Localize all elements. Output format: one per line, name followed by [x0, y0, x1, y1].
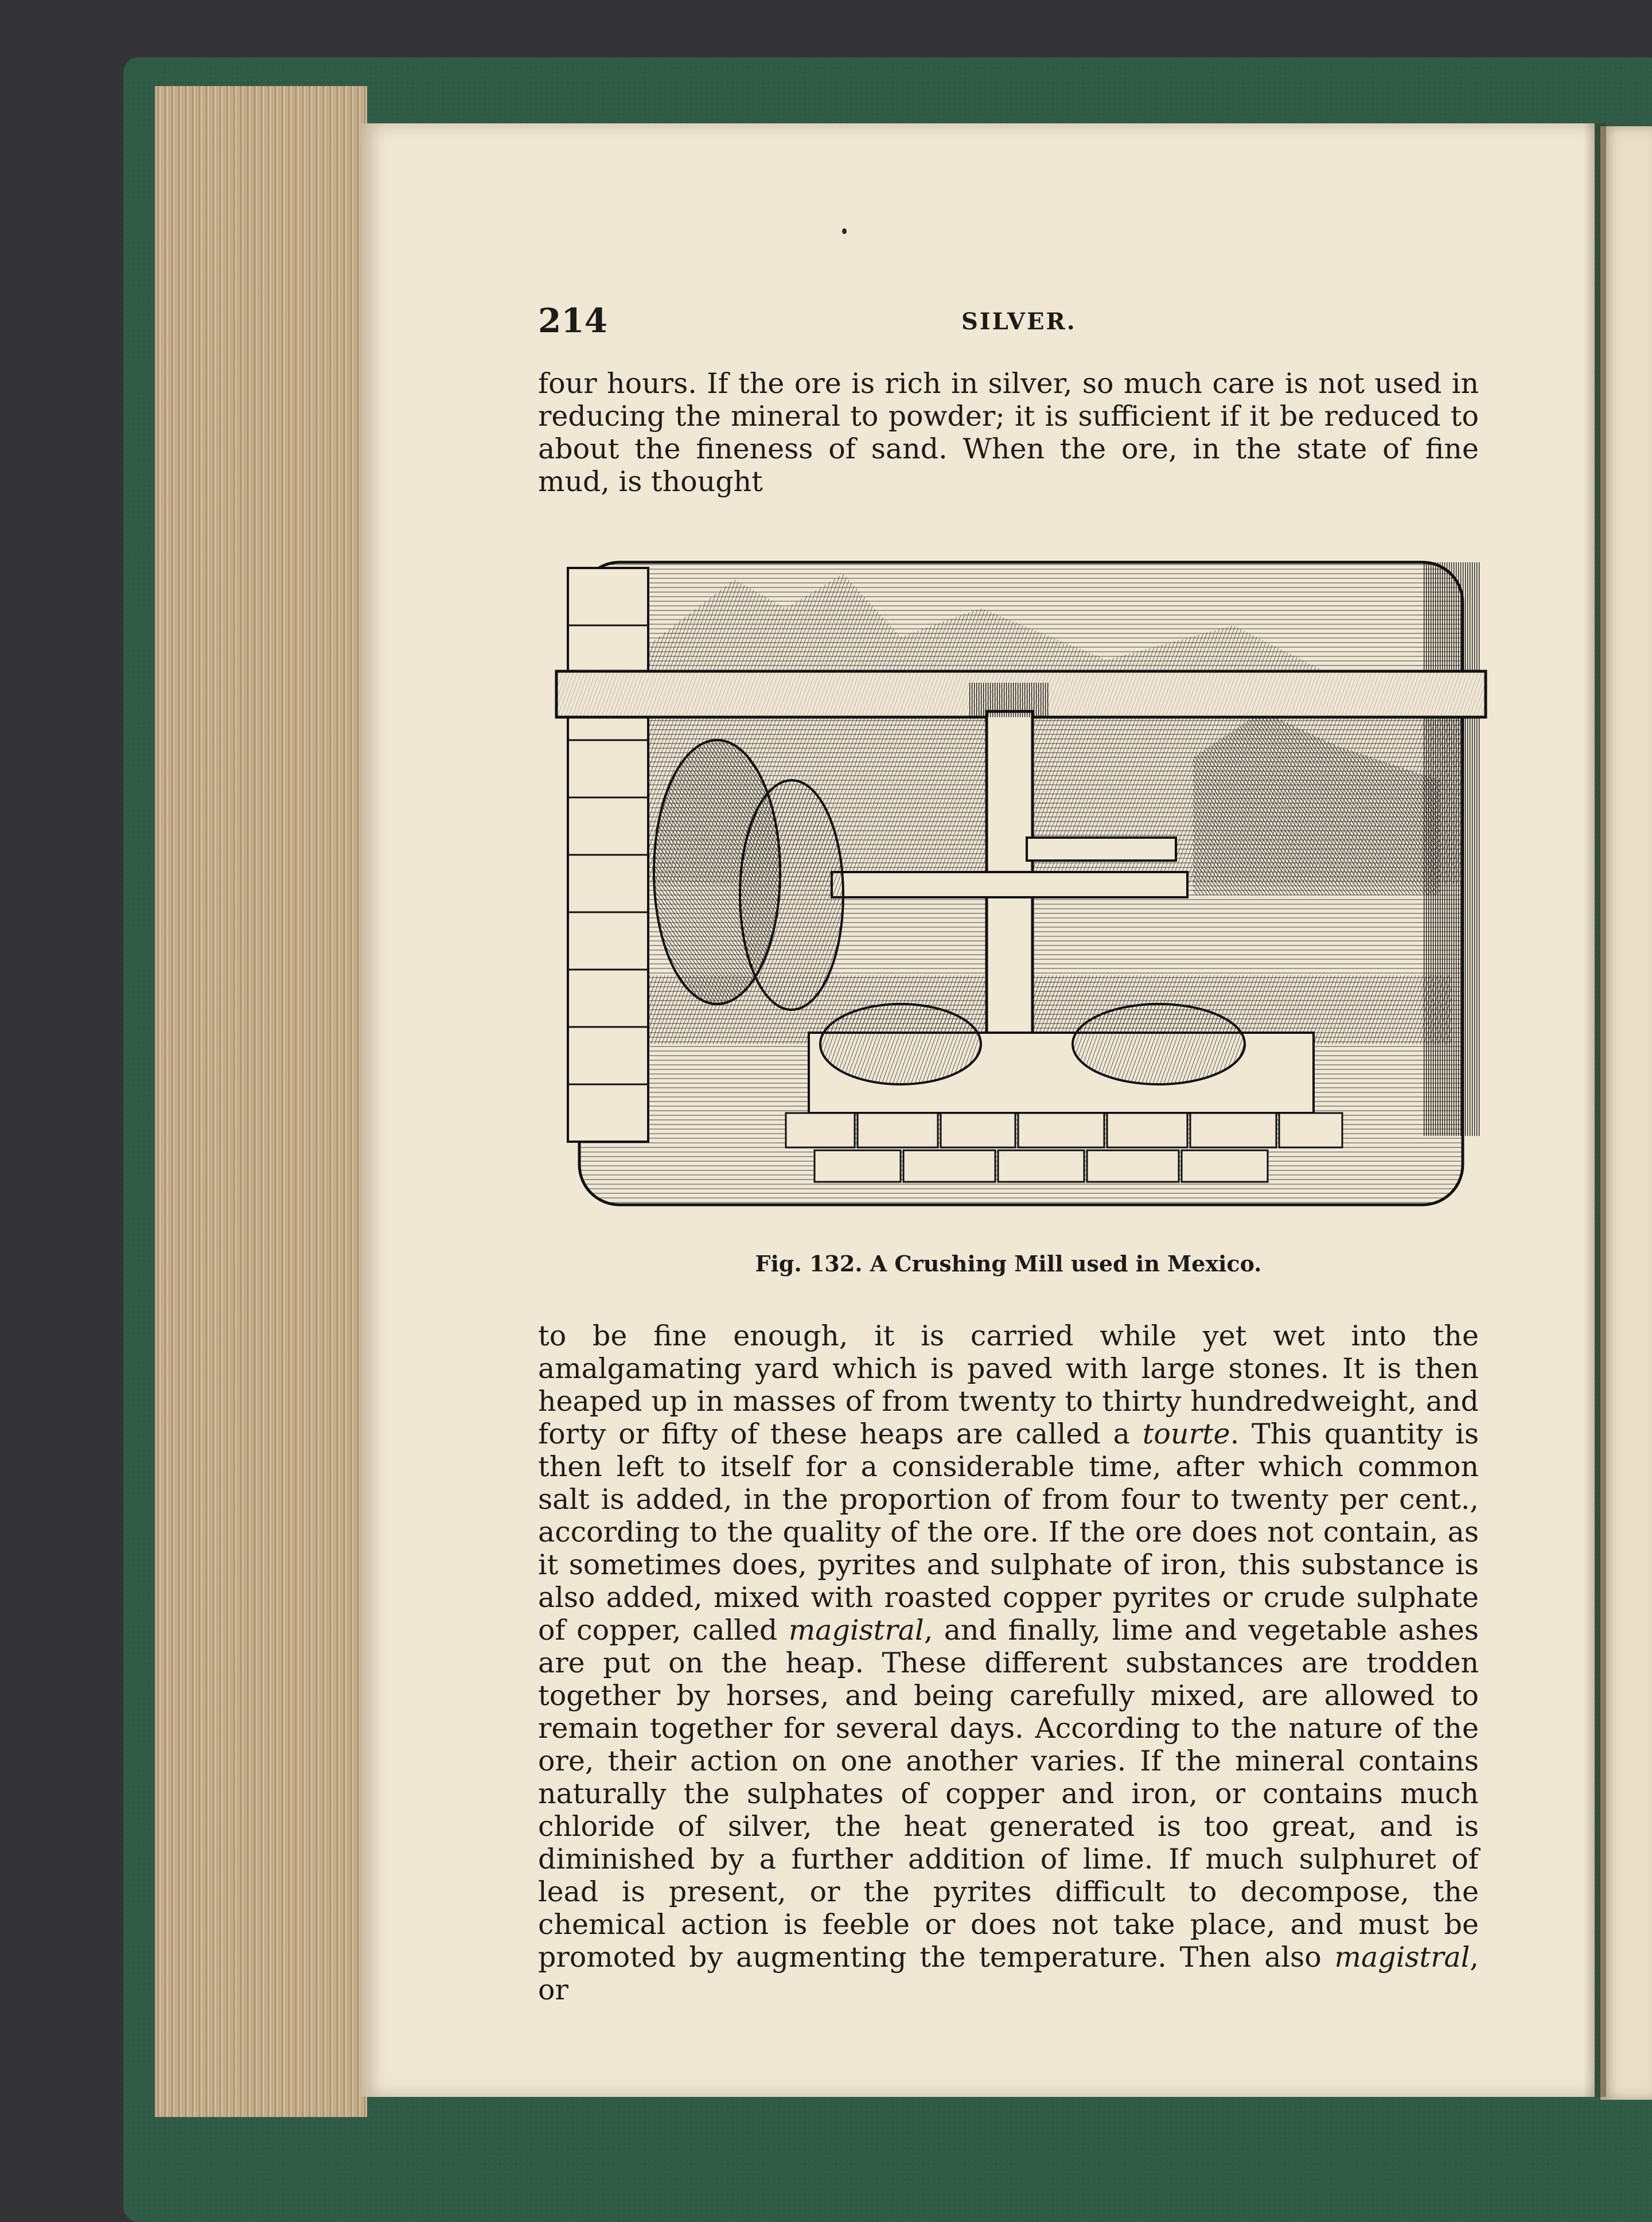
sweep-arm	[832, 872, 1187, 897]
engraving-illustration	[545, 539, 1491, 1228]
facing-page-edge	[1600, 126, 1652, 2100]
page-number: 214	[538, 301, 608, 340]
ink-speck	[842, 228, 847, 234]
paragraph-2-part-e: , and finally, lime and vegetable ashes are put on the heap. These different substances are trodden together by horses, and being carefully mixed, are allowed to remain together for several days. According to the nature of the ore, their action on one another varies. If the mineral contains naturally the sulphates of copper and iron, or contains much chloride of silver, the heat generated is too great, and is diminished by a further addition of lime. If much sulphuret of lead is present, or the pyrites difficult to decompose, the chemical action is feeble or does not take place, and must be promoted by augmenting the temperature. Then also	[538, 1614, 1479, 1974]
page-edges	[155, 86, 367, 2117]
crushing-stone-right	[1073, 1004, 1245, 1084]
post-right	[1423, 562, 1480, 1136]
paragraph-bottom	[538, 1320, 1479, 2006]
paragraph-1: four hours. If the ore is rich in silver, so much care is not used in reducing the mineral to powder; it is sufficient if it be reduced to about the fineness of sand. When the ore, in the state of fine mud, is thought	[538, 367, 1479, 498]
running-title: SILVER.	[961, 308, 1077, 335]
paragraph-top	[538, 367, 1479, 498]
shaft-gear	[969, 683, 1050, 717]
term-magistral-2: magistral	[1334, 1941, 1470, 1974]
paragraph-2	[538, 1320, 1479, 2006]
paragraph-2-part-c: . This quantity is then left to itself for a considerable time, after which common salt is added, in the proportion of from four to twenty per cent., according to the quality of the ore. If the ore does not contain, as it sometimes does, pyrites and sulphate of iron, this substance is also added, mixed with roasted copper pyrites or crude sulphate of copper, called	[538, 1418, 1479, 1647]
term-magistral: magistral	[788, 1614, 924, 1647]
gutter-shadow	[1583, 123, 1606, 2097]
term-tourte: tourte	[1142, 1418, 1230, 1450]
figure-caption: Fig. 132. A Crushing Mill used in Mexico.	[755, 1251, 1262, 1277]
running-header	[538, 301, 1479, 347]
crushing-stone-left	[820, 1004, 981, 1084]
mule-body	[740, 780, 843, 1010]
paragraph-2-part-a: to be fine enough, it is carried while yet wet into the amalgamating yard which is paved with large stones. It is then heaped up in masses of from twenty to thirty hundredweight, and forty or fifty of these heaps are called a	[538, 1320, 1479, 1450]
sweep-arm-right	[1027, 838, 1176, 861]
stone-foundation	[786, 1113, 1342, 1182]
engraving-crushing-mill	[545, 539, 1491, 1228]
paragraph-2-part-g: , or	[538, 1941, 1479, 2006]
